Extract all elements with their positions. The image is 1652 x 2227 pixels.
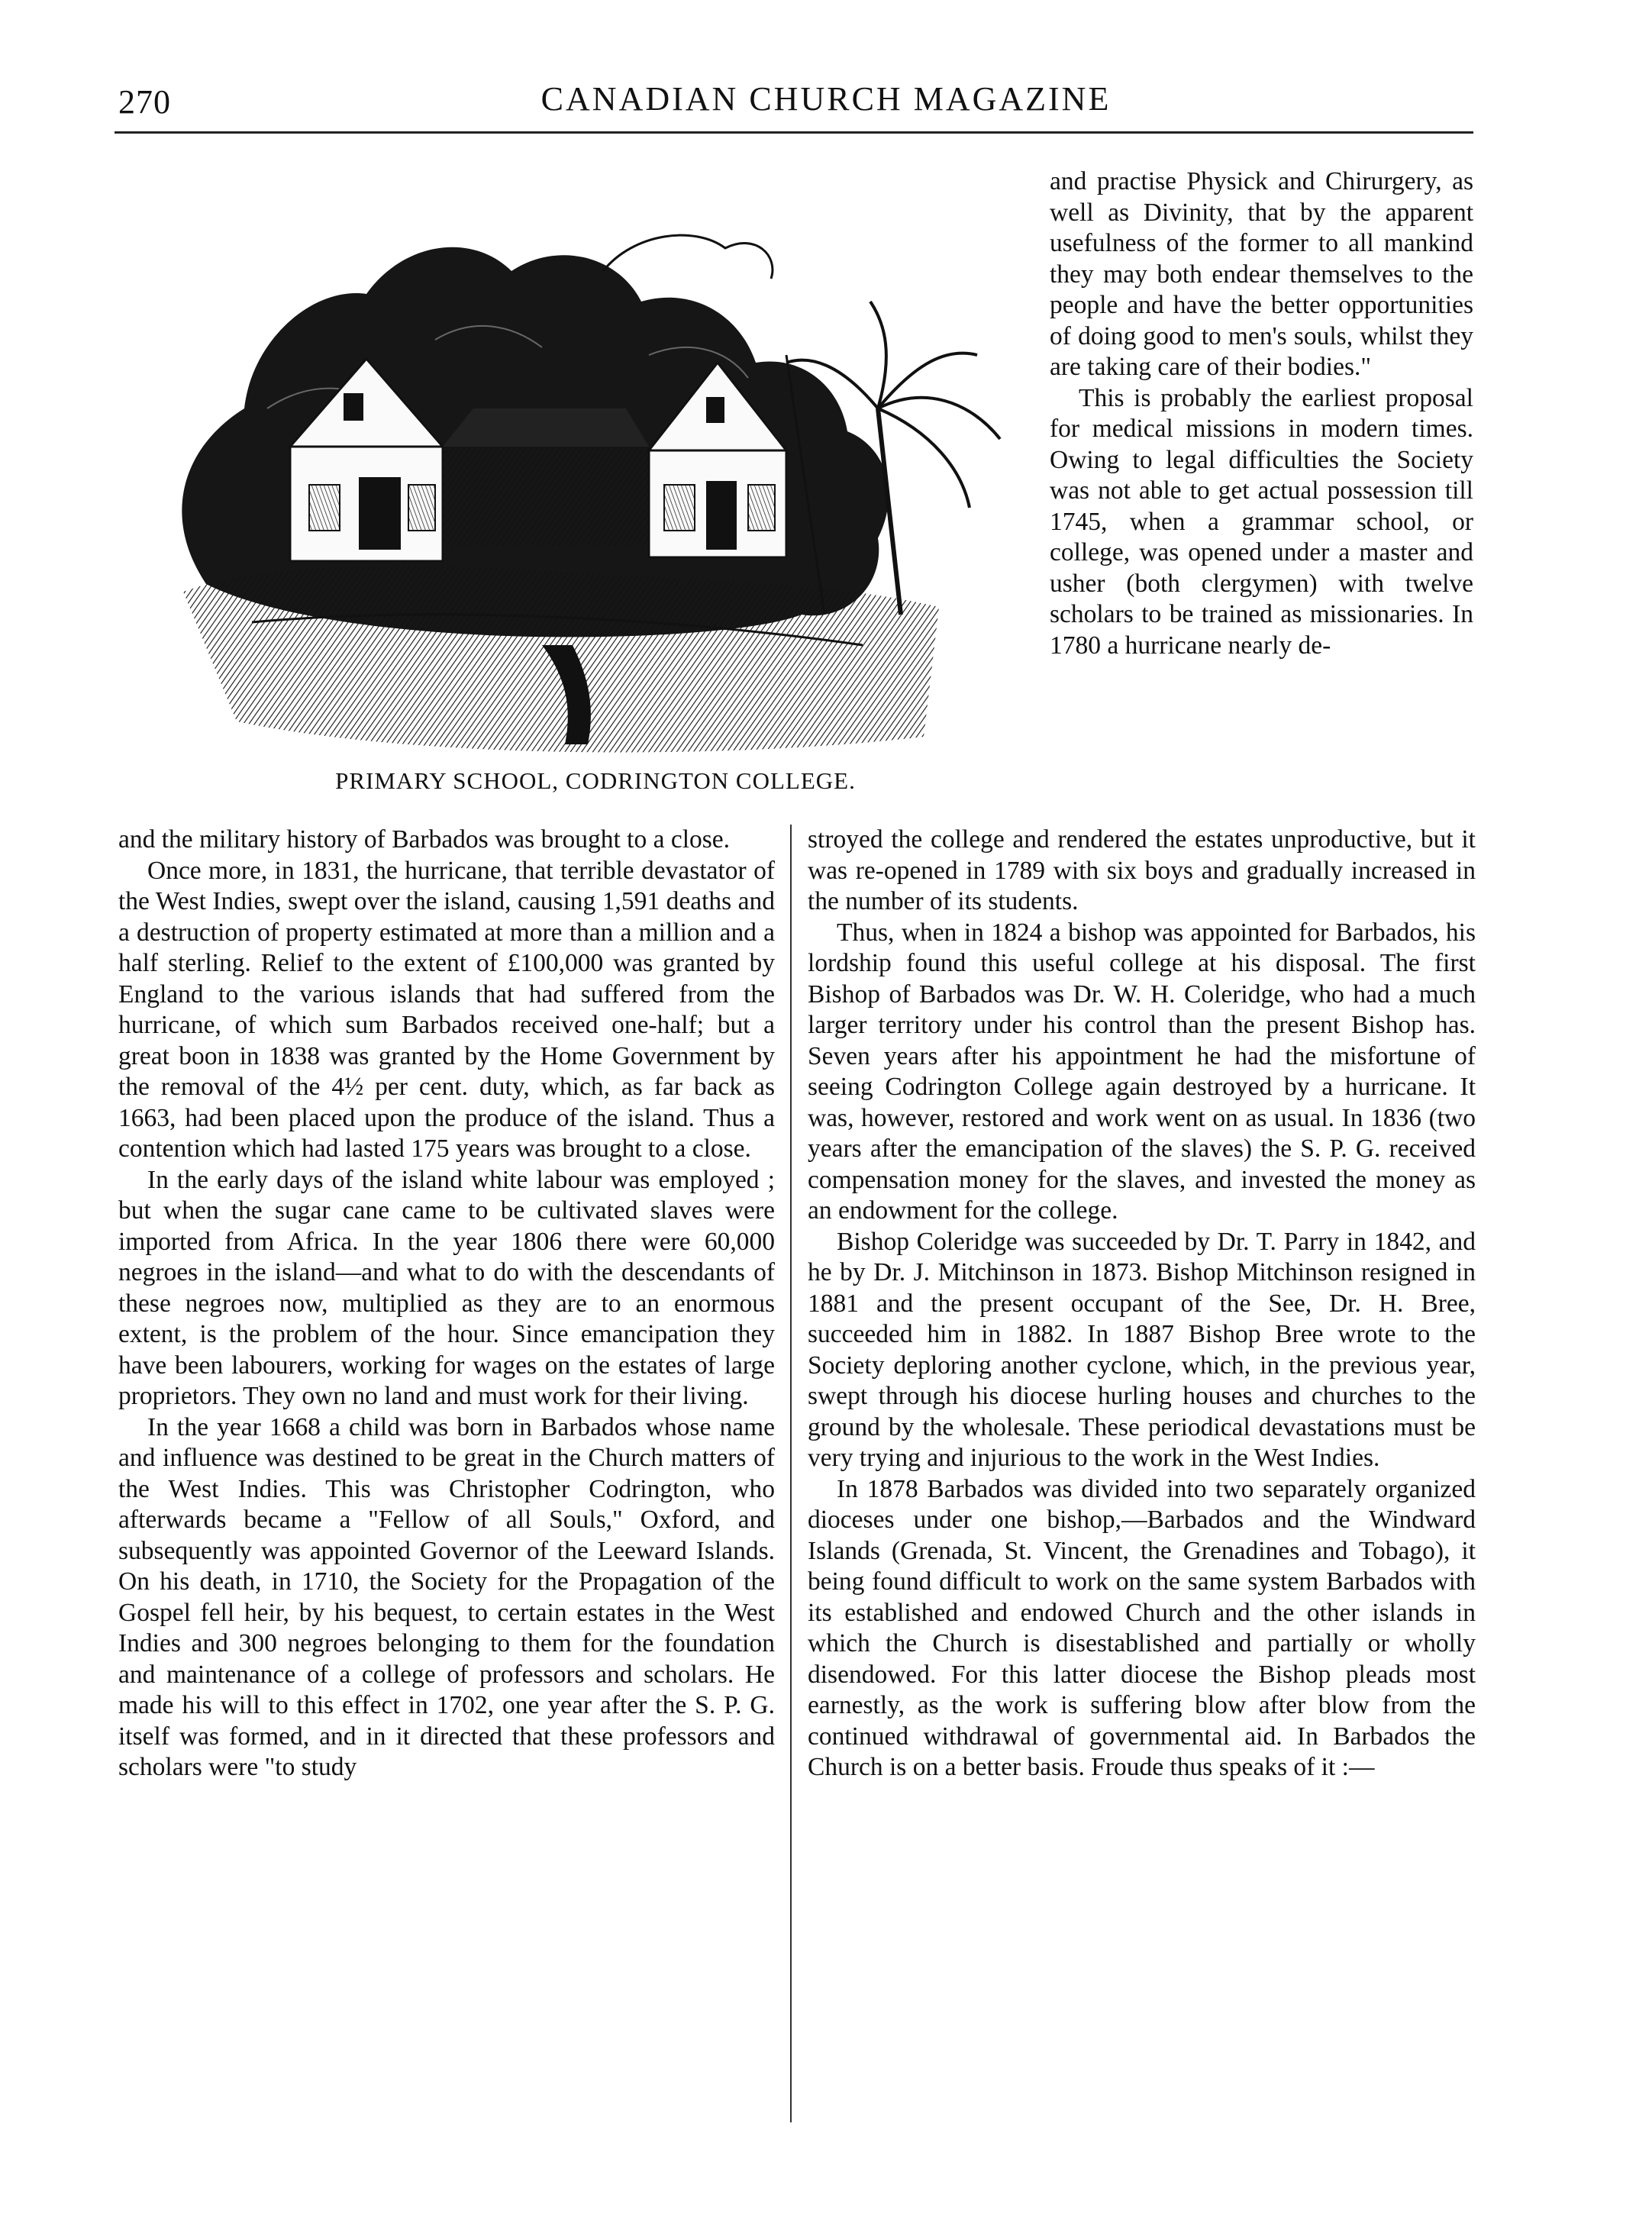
engraving-illustration	[115, 157, 1031, 767]
right-column-text	[808, 825, 1476, 1783]
paragraph: and practise Physick and Chirurgery, as well as Divinity, that by the apparent usefulness of the former to all mankind they may both endear themselves to the people and have the better opportunities of doing good to men's souls, whilst they are taking care of their bodies."	[1050, 167, 1473, 381]
paragraph: Once more, in 1831, the hurricane, that terrible devastator of the West Indies, swept over the island, causing 1,591 deaths and a destruction of property estimated at more than a million and a half sterling. Relief to the extent of £100,000 was granted by England to the various islands that had suffered from the hurricane, of which sum Barbados received one-half; but a great boon in 1838 was granted by the Home Government by the removal of the 4½ per cent. duty, which, as far back as 1663, had been placed upon the produce of the island. Thus a contention which had lasted 175 years was brought to a close.	[118, 856, 775, 1163]
right-column-upper-text	[1050, 166, 1473, 661]
left-column-text	[118, 825, 775, 1783]
paragraph: stroyed the college and rendered the estates unproductive, but it was re-opened in 1789 with six boys and gradually increased in the number of its students.	[808, 825, 1476, 915]
figure-caption: PRIMARY SCHOOL, CODRINGTON COLLEGE.	[335, 767, 856, 794]
paragraph: Bishop Coleridge was succeeded by Dr. T. Parry in 1842, and he by Dr. J. Mitchinson in 1873. Bishop Mitchinson resigned in 1881 and the present occupant of the See, Dr. H. Bree, succeeded him in 1882. In 1887 Bishop Bree wrote to the Society deploring another cyclone, which, in the previous year, swept through his diocese hurling houses and churches to the ground by the wholesale. These periodical devastations must be very trying and injurious to the work in the West Indies.	[808, 1227, 1476, 1472]
running-head-title: CANADIAN CHURCH MAGAZINE	[540, 80, 1112, 118]
paragraph: Thus, when in 1824 a bishop was appointed for Barbados, his lordship found this useful college at his disposal. The first Bishop of Barbados was Dr. W. H. Coleridge, who had a much larger territory under his control than the present Bishop has. Seven years after his appointment he had the misfortune of seeing Codrington College again destroyed by a hurricane. It was, however, restored and work went on as usual. In 1836 (two years after the emancipation of the slaves) the S. P. G. received compensation money for the slaves, and invested the money as an endowment for the college.	[808, 918, 1476, 1225]
page-number: 270	[118, 83, 171, 121]
column-divider	[790, 825, 792, 2122]
paragraph: In 1878 Barbados was divided into two separately organized dioceses under one bishop,—Barbados and the Windward Islands (Grenada, St. Vincent, the Grenadines and Tobago), it being found difficult to work on the same system Barbados with its established and endowed Church and the other islands in which the Church is disestablished and partially or wholly disendowed. For this latter diocese the Bishop pleads most earnestly, as the work is suffering blow after blow from the continued withdrawal of governmental aid. In Barbados the Church is on a better basis. Froude thus speaks of it :—	[808, 1474, 1476, 1781]
header-rule	[115, 131, 1473, 134]
paragraph: This is probably the earliest proposal for medical missions in modern times. Owing to legal difficulties the Society was not able to get actual possession till 1745, when a grammar school, or college, was opened under a master and usher (both clergymen) with twelve scholars to be trained as missionaries. In 1780 a hurricane nearly de-	[1050, 383, 1473, 660]
paragraph: In the early days of the island white labour was employed ; but when the sugar cane came to be cultivated slaves were imported from Africa. In the year 1806 there were 60,000 negroes in the island—and what to do with the descendants of these negroes now, multiplied as they are to an enormous extent, is the problem of the hour. Since emancipation they have been labourers, working for wages on the estates of large proprietors. They own no land and must work for their living.	[118, 1165, 775, 1410]
paragraph: In the year 1668 a child was born in Barbados whose name and influence was destined to be great in the Church matters of the West Indies. This was Christopher Codrington, who afterwards became a "Fellow of all Souls," Oxford, and subsequently was appointed Governor of the Leeward Islands. On his death, in 1710, the Society for the Propagation of the Gospel fell heir, by his bequest, to certain estates in the West Indies and 300 negroes belonging to them for the foundation and maintenance of a college of professors and scholars. He made his will to this effect in 1702, one year after the S. P. G. itself was formed, and in it directed that these professors and scholars were "to study	[118, 1412, 775, 1781]
paragraph: and the military history of Barbados was brought to a close.	[118, 825, 731, 854]
school-building-engraving	[115, 157, 1031, 767]
